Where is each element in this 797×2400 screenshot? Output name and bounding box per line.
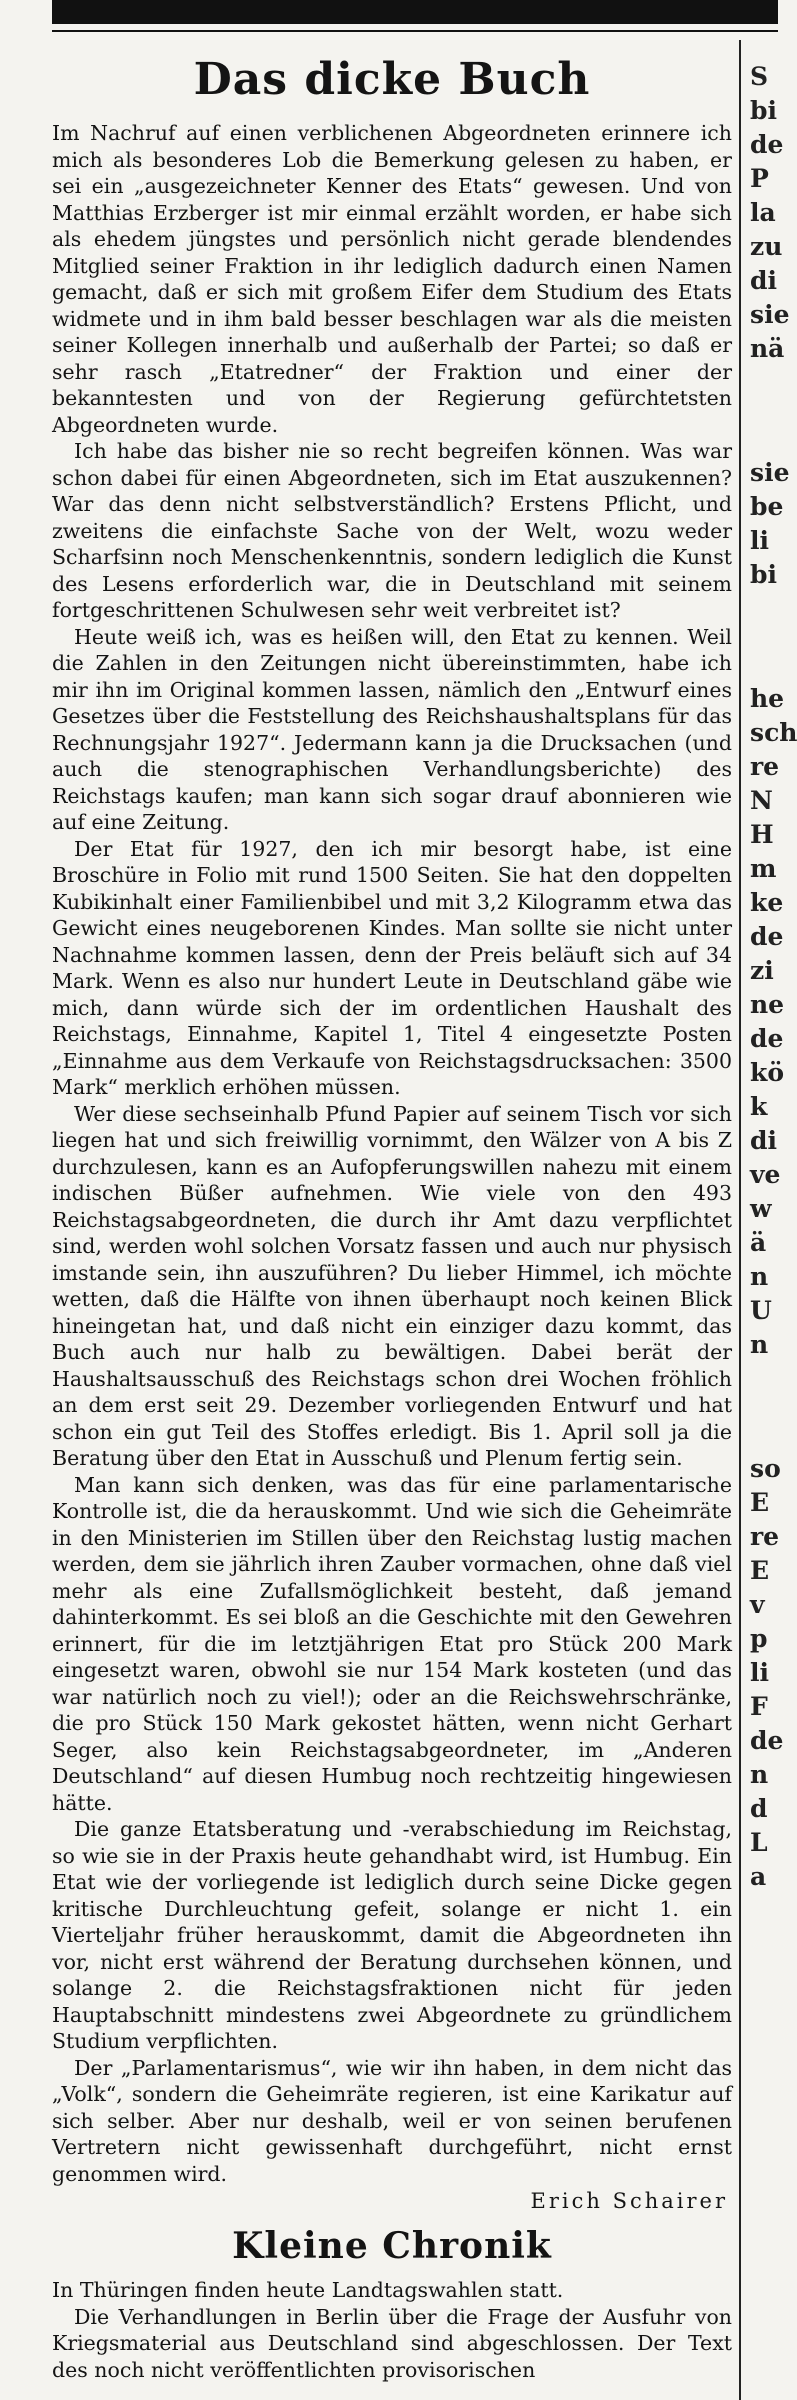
author-signature: Erich Schairer [530,2189,728,2213]
chronicle-paragraph: Die Verhandlungen in Berlin über die Frage der Ausfuhr von Kriegsmaterial aus Deutschland sind abgeschlossen. Der Text des noch nicht veröffentlichten provisorischen [52,2304,732,2382]
adjacent-fragment: w [750,1194,772,1223]
fragment-gap [750,1362,778,1452]
adjacent-fragment: n [750,1330,769,1359]
top-rule [52,0,778,24]
article-column [52,50,732,2383]
top-rule-thin [52,30,778,32]
adjacent-fragment: nä [750,334,785,363]
adjacent-fragment: li [750,1658,769,1687]
adjacent-fragment: de [750,1024,784,1053]
adjacent-fragment: S [750,62,769,91]
fragment-gap [750,592,778,682]
adjacent-fragment: zi [750,956,774,985]
adjacent-fragment: p [750,1624,768,1653]
adjacent-fragment: di [750,266,777,295]
adjacent-fragment: E [750,1488,770,1517]
adjacent-fragment: F [750,1692,768,1721]
adjacent-fragment: be [750,492,784,521]
article-paragraph: Im Nachruf auf einen verblichenen Abgeordneten erinnere ich mich als besonderes Lob die Bemerkung gelesen zu haben, er sei ein „ausgezeichneter Kenner des Etats“ gewesen. Und von Matthias Erzberger ist mir einmal erzählt worden, er habe sich als ehedem jüngstes und persönlich nicht gerade blendendes Mitglied seiner Fraktion in ihr lediglich dadurch einen Namen gemacht, daß er sich mit großem Eifer dem Studium des Etats widmete und in ihm bald besser beschlagen war als die meisten seiner Kollegen innerhalb und außerhalb der Partei; so daß er sehr rasch „Etatredner“ der Fraktion und einer der bekanntesten und von der Regierung gefürchtetsten Abgeordneten wurde. [52,121,732,437]
adjacent-fragment: kö [750,1058,784,1087]
adjacent-fragment: ve [750,1160,781,1189]
adjacent-fragment: de [750,922,784,951]
adjacent-fragment: de [750,130,784,159]
adjacent-fragment: m [750,854,777,883]
adjacent-fragment: sie [750,300,790,329]
chronicle-title: Kleine Chronik [232,2225,552,2267]
adjacent-fragment: v [750,1590,765,1619]
adjacent-fragment: ne [750,990,785,1019]
adjacent-fragment: sie [750,458,790,487]
adjacent-fragment: N [750,786,773,815]
article-paragraph: Heute weiß ich, was es heißen will, den Etat zu kennen. Weil die Zahlen in den Zeitungen nicht übereinstimmten, habe ich mir ihn im Original kommen lassen, nämlich den „Entwurf eines Gesetzes über die Feststellung des Reichshaushaltsplans für das Rechnungsjahr 1927“. Jedermann kann ja die Drucksachen (und auch die stenographischen Verhandlungsberichte) des Reichstags kaufen; man kann sich sogar drauf abonnieren wie auf eine Zeitung. [52,624,732,834]
adjacent-fragment: k [750,1092,768,1121]
adjacent-fragment: d [750,1794,768,1823]
adjacent-fragment: H [750,820,774,849]
adjacent-fragment: bi [750,96,777,125]
article-title: Das dicke Buch [193,54,591,105]
adjacent-fragment: a [750,1862,767,1891]
adjacent-fragment: re [750,752,780,781]
fragment-gap [750,366,778,456]
adjacent-fragment: sch [750,718,797,747]
article-paragraph: Der „Parlamentarismus“, wie wir ihn haben, in dem nicht das „Volk“, sondern die Geheimräte regieren, ist eine Karikatur auf sich selber. Aber nur deshalb, weil er von seinen berufenen Vertretern nicht gewissenhaft durchgeführt, nicht ernst genommen wird. [52,2055,732,2186]
adjacent-fragment: E [750,1556,770,1585]
adjacent-fragment: re [750,1522,780,1551]
chronicle-paragraph: In Thüringen finden heute Landtagswahlen statt. [52,2278,564,2302]
article-paragraph: Ich habe das bisher nie so recht begreifen können. Was war schon dabei für einen Abgeordneten, sich im Etat auszukennen? War das denn nicht selbstverständlich? Erstens Pflicht, und zweitens die einfachste Sache von der Welt, wozu weder Scharfsinn noch Menschenkenntnis, sondern lediglich die Kunst des Lesens erforderlich war, die in Deutschland mit seinem fortgeschrittenen Schulwesen sehr weit verbreitet ist? [52,439,732,622]
adjacent-fragment: zu [750,232,783,261]
article-paragraph: Wer diese sechseinhalb Pfund Papier auf seinem Tisch vor sich liegen hat und sich freiwillig vornimmt, den Wälzer von A bis Z durchzulesen, kann es an Aufopferungswillen nahezu mit einem indischen Büßer aufnehmen. Wie viele von den 493 Reichstagsabgeordneten, die durch ihr Amt dazu verpflichtet sind, werden wohl solchen Vorsatz fassen und auch nur physisch imstande sein, ihn auszuführen? Du lieber Himmel, ich möchte wetten, daß die Hälfte von ihnen überhaupt noch keinen Blick hineingetan hat, und daß nicht ein einziger dazu kommt, das Buch auch nur halb zu bewältigen. Dabei berät der Haushaltsausschuß des Reichstags schon drei Wochen fröhlich an dem erst seit 29. Dezember vorliegenden Entwurf und hat schon ein gut Teil des Stoffes erledigt. Bis 1. April soll ja die Beratung über den Etat in Ausschuß und Plenum fertig sein. [52,1101,732,1470]
adjacent-fragment: P [750,164,769,193]
adjacent-fragment: so [750,1454,781,1483]
adjacent-fragment: ä [750,1228,767,1257]
adjacent-fragment: la [750,198,776,227]
adjacent-fragment: di [750,1126,777,1155]
column-divider [739,40,741,2400]
adjacent-fragment: he [750,684,785,713]
article-paragraph: Man kann sich denken, was das für eine parlamentarische Kontrolle ist, die da herauskommt. Und wie sich die Geheimräte in den Ministerien im Stillen über den Reichstag lustig machen werden, dem sie jährlich ihren Zauber vormachen, ohne daß viel mehr als eine Zufallsmöglichkeit besteht, daß jemand dahinterkommt. Es sei bloß an die Geschichte mit den Gewehren erinnert, für die im letztjährigen Etat pro Stück 200 Mark eingesetzt waren, obwohl sie nur 154 Mark kosteten (und das war natürlich noch zu viel!); oder an die Reichswehrschränke, die pro Stück 150 Mark gekostet hätten, wenn nicht Gerhart Seger, also kein Reichstagsabgeordneter, im „Anderen Deutschland“ auf diesen Humbug noch rechtzeitig hingewiesen hätte. [52,1472,732,1815]
adjacent-fragment: li [750,526,769,555]
adjacent-fragment: de [750,1726,784,1755]
article-paragraph: Die ganze Etatsberatung und -verabschiedung im Reichstag, so wie sie in der Praxis heute gehandhabt wird, ist Humbug. Ein Etat wie der vorliegende ist lediglich durch seine Dicke gegen kritische Durchleuchtung gefeit, solange er nicht 1. ein Vierteljahr früher herauskommt, damit die Abgeordneten ihn vor, nicht erst während der Beratung durchsehen können, und solange 2. die Reichstagsfraktionen nicht für jeden Hauptabschnitt mindestens zwei Abgeordnete zu gründlichem Studium verpflichten. [52,1817,732,2053]
adjacent-fragment: n [750,1262,769,1291]
adjacent-fragment: n [750,1760,769,1789]
adjacent-fragment: bi [750,560,777,589]
adjacent-fragment: U [750,1296,772,1325]
article-paragraph: Der Etat für 1927, den ich mir besorgt habe, ist eine Broschüre in Folio mit rund 1500 Seiten. Sie hat den doppelten Kubikinhalt einer Familienbibel und mit 3,2 Kilogramm etwa das Gewicht eines neugeborenen Kindes. Man sollte sie nicht unter Nachnahme kommen lassen, denn der Preis beläuft sich auf 34 Mark. Wenn es also nur hundert Leute in Deutschland gäbe wie mich, dann würde sich der im ordentlichen Haushalt des Reichstags, Einnahme, Kapitel 1, Titel 4 eingesetzte Posten „Einnahme aus dem Verkaufe von Reichstagsdrucksachen: 3500 Mark“ merklich erhöhen müssen. [52,836,732,1099]
adjacent-fragment: L [750,1828,768,1857]
adjacent-column-fragments [750,60,797,2400]
adjacent-fragment: ke [750,888,784,917]
